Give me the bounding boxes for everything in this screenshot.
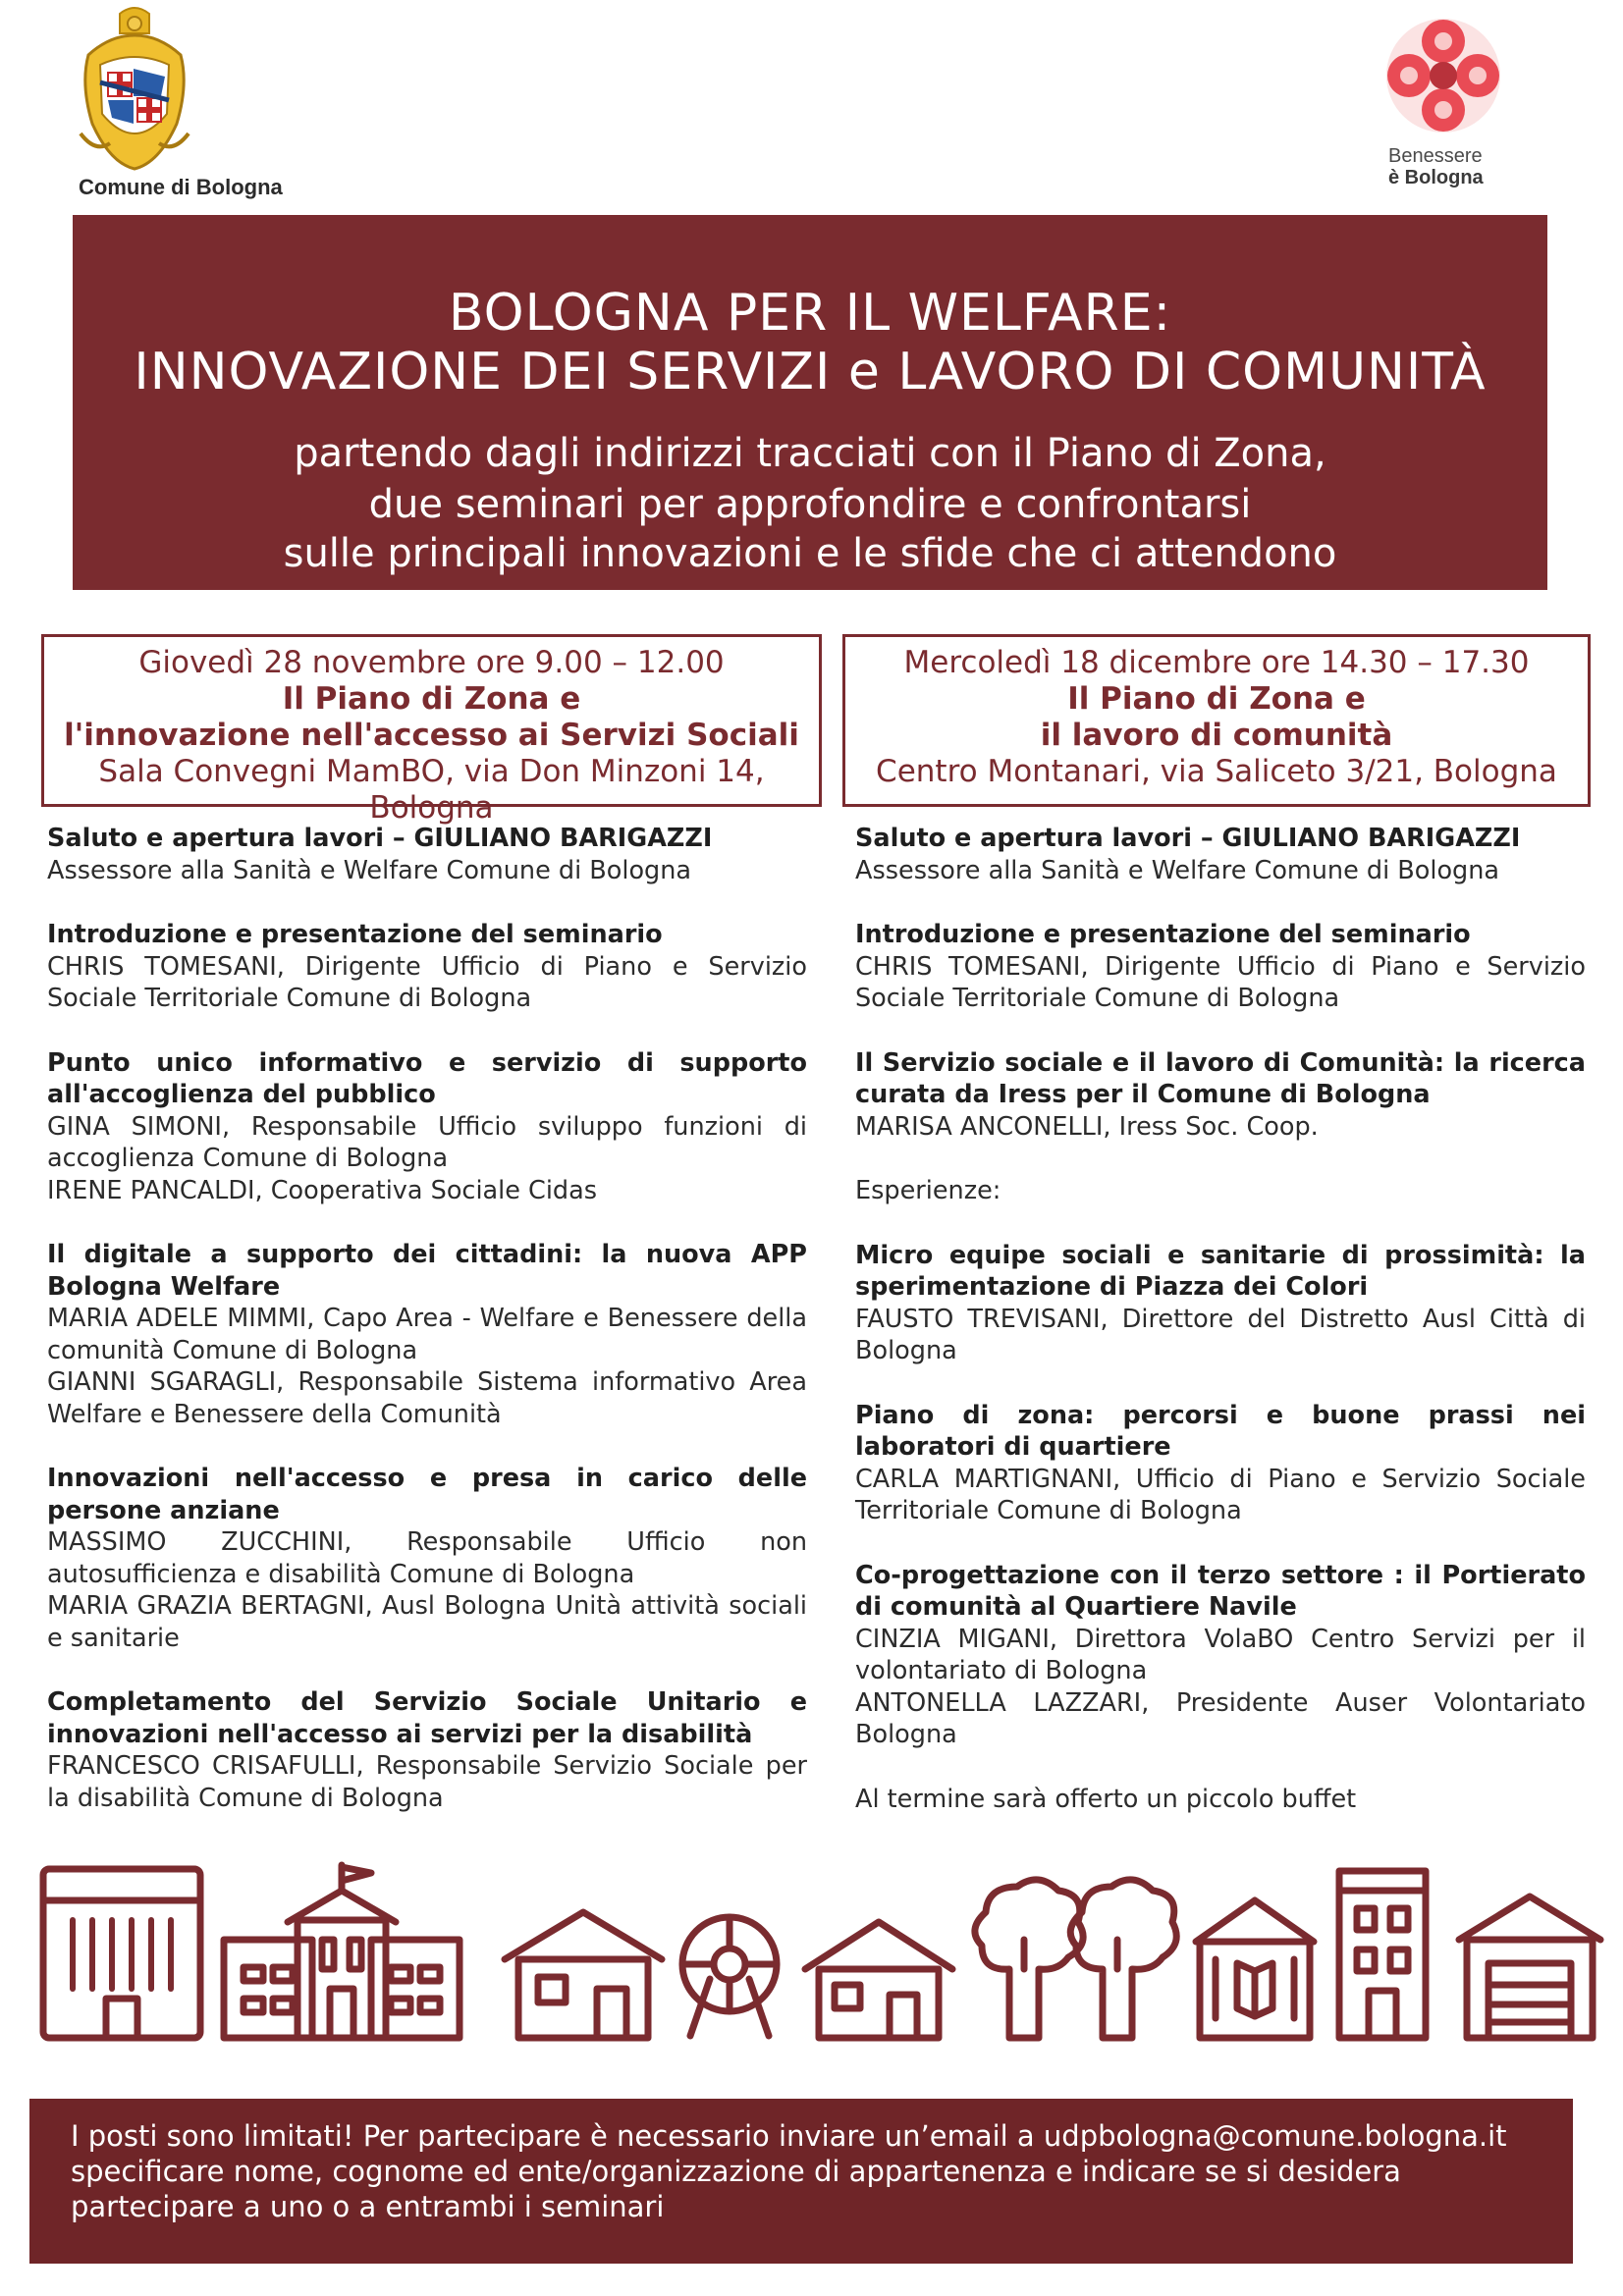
program-item xyxy=(47,823,807,886)
program-heading: Punto unico informativo e servizio di supporto all'accoglienza del pubblico xyxy=(47,1047,807,1109)
logo-line-1: Benessere xyxy=(1388,145,1483,167)
apartment-building-icon xyxy=(1339,1871,1426,2038)
tree-icon xyxy=(1070,1880,1176,2038)
event-title-line-1: Il Piano di Zona e xyxy=(1067,681,1366,717)
program-heading: Introduzione e presentazione del seminario xyxy=(47,920,663,949)
footer-line-1: I posti sono limitati! Per partecipare è necessario inviare un’email a udpbologna@comune.bologna.it xyxy=(71,2119,1507,2153)
program-line: CINZIA MIGANI, Direttora VolaBO Centro Servizi per il volontariato di Bologna xyxy=(855,1624,1586,1685)
library-icon xyxy=(1196,1900,1314,2038)
footer-line-2: specificare nome, cognome ed ente/organizzazione di appartenenza e indicare se si desidera xyxy=(71,2155,1401,2188)
program-line: MARISA ANCONELLI, Iress Soc. Coop. xyxy=(855,1111,1319,1142)
program-note xyxy=(855,1175,1586,1207)
program-item xyxy=(855,1560,1586,1751)
title-banner xyxy=(73,215,1547,590)
program-item xyxy=(47,1463,807,1654)
program-heading: Il digitale a supporto dei cittadini: la nuova APP Bologna Welfare xyxy=(47,1240,807,1302)
house-icon xyxy=(505,1912,662,2038)
program-line: Assessore alla Sanità e Welfare Comune di Bologna xyxy=(855,855,1500,885)
program-line: FRANCESCO CRISAFULLI, Responsabile Servizio Sociale per la disabilità Comune di Bologna xyxy=(47,1751,807,1813)
office-building-icon xyxy=(43,1869,200,2038)
program-line: GINA SIMONI, Responsabile Ufficio sviluppo funzioni di accoglienza Comune di Bologna xyxy=(47,1111,807,1173)
registration-footer xyxy=(29,2099,1573,2264)
logo-name: Comune di Bologna xyxy=(79,175,283,199)
program-line: Assessore alla Sanità e Welfare Comune di Bologna xyxy=(47,855,692,885)
program-heading: Completamento del Servizio Sociale Unitario e innovazioni nell'accesso ai servizi per la disabilità xyxy=(47,1687,807,1749)
event-title-line-1: Il Piano di Zona e xyxy=(282,681,581,717)
program-heading: Micro equipe sociali e sanitarie di prossimità: la sperimentazione di Piazza dei Colori xyxy=(855,1240,1586,1302)
flower-logo-icon xyxy=(1375,12,1512,139)
event-date: Mercoledì 18 dicembre ore 14.30 – 17.30 xyxy=(903,645,1530,680)
event-venue: Centro Montanari, via Saliceto 3/21, Bologna xyxy=(876,754,1557,789)
program-line: CARLA MARTIGNANI, Ufficio di Piano e Servizio Sociale Territoriale Comune di Bologna xyxy=(855,1464,1586,1525)
banner-title-line-2: INNOVAZIONE DEI SERVIZI e LAVORO DI COMUNITÀ xyxy=(134,343,1487,401)
program-heading: Saluto e apertura lavori – GIULIANO BARIGAZZI xyxy=(855,824,1521,853)
experiences-label: Esperienze: xyxy=(855,1176,1001,1205)
logo-line-2: è Bologna xyxy=(1388,167,1484,188)
program-item xyxy=(855,1400,1586,1527)
program-item xyxy=(47,1686,807,1814)
event-date: Giovedì 28 novembre ore 9.00 – 12.00 xyxy=(138,645,725,680)
event-title-line-2: il lavoro di comunità xyxy=(1040,718,1393,753)
program-line: MASSIMO ZUCCHINI, Responsabile Ufficio non autosufficienza e disabilità Comune di Bologna xyxy=(47,1527,807,1589)
program-item xyxy=(47,919,807,1015)
program-heading: Piano di zona: percorsi e buone prassi nei laboratori di quartiere xyxy=(855,1400,1586,1462)
city-buildings-illustration xyxy=(37,1861,1608,2057)
banner-subtitle-line-1: partendo dagli indirizzi tracciati con il Piano di Zona, xyxy=(294,431,1326,476)
event-box-1 xyxy=(41,634,822,826)
program-line: GIANNI SGARAGLI, Responsabile Sistema informativo Area Welfare e Benessere della Comunità xyxy=(47,1367,807,1429)
banner-title-line-1: BOLOGNA PER IL WELFARE: xyxy=(448,284,1172,343)
event-venue: Sala Convegni MamBO, via Don Minzoni 14, Bologna xyxy=(98,754,765,826)
program-note xyxy=(855,1784,1586,1816)
program-column-1 xyxy=(47,823,807,1846)
program-line: CHRIS TOMESANI, Dirigente Ufficio di Piano e Servizio Sociale Territoriale Comune di Bologna xyxy=(855,951,1586,1013)
banner-subtitle-line-3: sulle principali innovazioni e le sfide che ci attendono xyxy=(283,531,1337,576)
program-heading: Co-progettazione con il terzo settore : il Portierato di comunità al Quartiere Navile xyxy=(855,1560,1586,1622)
footer-line-3: partecipare a uno o a entrambi i seminari xyxy=(71,2190,665,2223)
program-item xyxy=(47,1047,807,1207)
program-item xyxy=(855,823,1586,886)
tree-icon xyxy=(975,1880,1083,2038)
comune-di-bologna-logo xyxy=(71,6,326,202)
event-title-line-2: l'innovazione nell'accesso ai Servizi Sociali xyxy=(64,718,799,753)
program-line: ANTONELLA LAZZARI, Presidente Auser Volontariato Bologna xyxy=(855,1687,1586,1749)
event-box-2 xyxy=(842,634,1591,807)
house-icon xyxy=(805,1922,952,2038)
program-line: MARIA ADELE MIMMI, Capo Area - Welfare e Benessere della comunità Comune di Bologna xyxy=(47,1304,807,1365)
program-line: FAUSTO TREVISANI, Direttore del Distretto Ausl Città di Bologna xyxy=(855,1304,1586,1365)
program-column-2 xyxy=(855,823,1586,1847)
garage-icon xyxy=(1459,1896,1600,2038)
program-line: MARIA GRAZIA BERTAGNI, Ausl Bologna Unità attività sociali e sanitarie xyxy=(47,1591,807,1653)
program-line: IRENE PANCALDI, Cooperativa Sociale Cidas xyxy=(47,1175,598,1205)
program-line: CHRIS TOMESANI, Dirigente Ufficio di Piano e Servizio Sociale Territoriale Comune di Bologna xyxy=(47,951,807,1013)
program-heading: Introduzione e presentazione del seminario xyxy=(855,920,1471,949)
program-heading: Il Servizio sociale e il lavoro di Comunità: la ricerca curata da Iress per il Comune di Bologna xyxy=(855,1047,1586,1109)
program-item xyxy=(855,1047,1586,1144)
program-item xyxy=(855,919,1586,1015)
program-item xyxy=(855,1240,1586,1367)
program-item xyxy=(47,1239,807,1430)
school-building-icon xyxy=(224,1865,460,2038)
buffet-note: Al termine sarà offerto un piccolo buffet xyxy=(855,1784,1357,1814)
program-heading: Innovazioni nell'accesso e presa in carico delle persone anziane xyxy=(47,1464,807,1525)
program-heading: Saluto e apertura lavori – GIULIANO BARIGAZZI xyxy=(47,824,713,853)
coat-of-arms-icon xyxy=(71,6,198,173)
benessere-logo xyxy=(1375,12,1532,198)
banner-subtitle-line-2: due seminari per approfondire e confrontarsi xyxy=(368,482,1252,527)
ferris-wheel-icon xyxy=(682,1917,777,2036)
